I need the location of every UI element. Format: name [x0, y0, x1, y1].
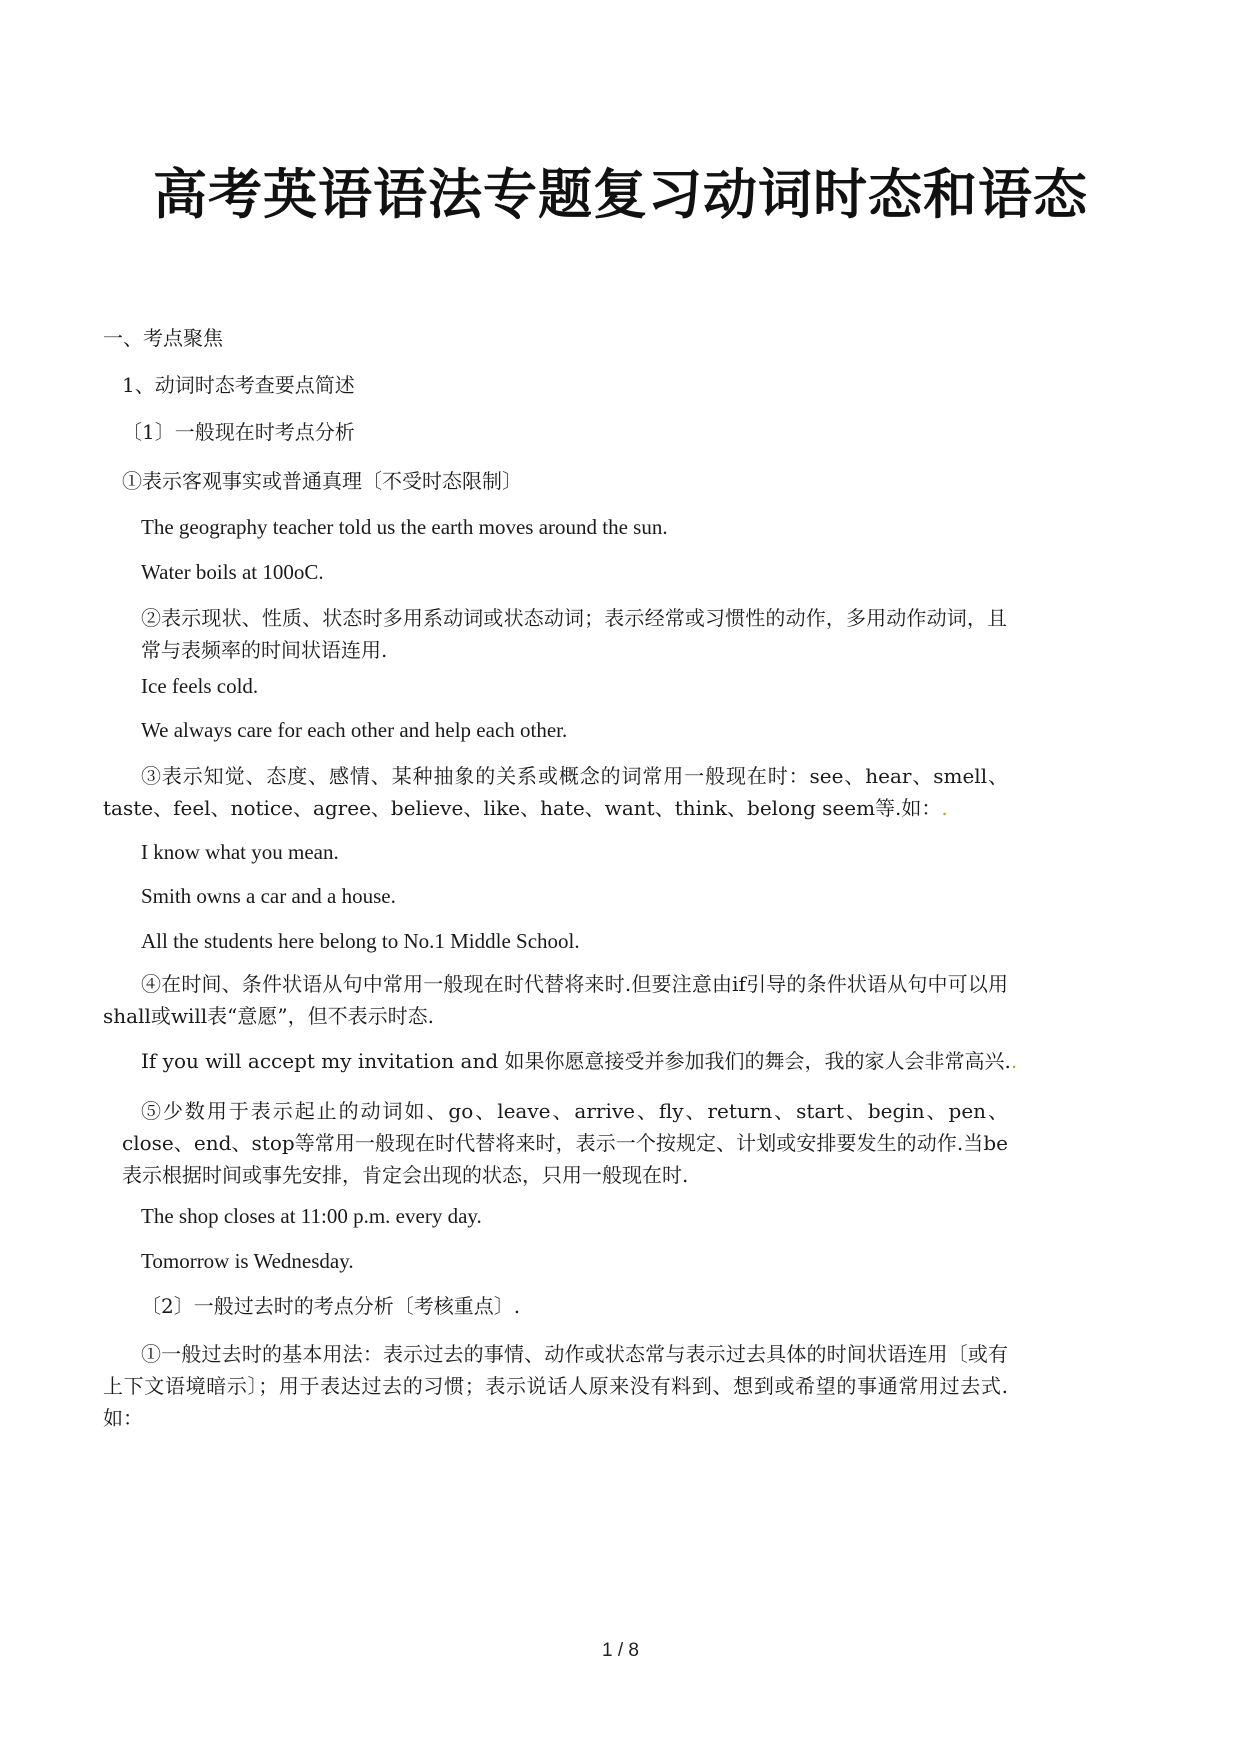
point-3-text: ③表示知觉、态度、感情、某种抽象的关系或概念的词常用一般现在时：see、hear、smell、taste、feel、notice、agree、believe、like、hate、want、think、belong seem等.如：	[103, 764, 1008, 820]
section-heading: 一、考点聚焦	[103, 326, 223, 350]
example-sentence: The geography teacher told us the earth moves around the sun.	[141, 515, 668, 539]
subheading-simple-past: 〔2〕一般过去时的考点分析〔考核重点〕.	[141, 1294, 521, 1318]
point-3-mark: .	[941, 796, 948, 820]
example-sentence: All the students here belong to No.1 Middle School.	[141, 929, 580, 953]
point-1: ①表示客观事实或普通真理〔不受时态限制〕	[122, 469, 522, 493]
example-sentence: The shop closes at 11:00 p.m. every day.	[141, 1204, 482, 1228]
example-4a-text: If you will accept my invitation and 如果你愿意接受并参加我们的舞会，我的家人会非常高兴.	[141, 1049, 1011, 1073]
subheading-verb-tense: 1、动词时态考查要点简述	[122, 373, 355, 397]
example-sentence: Water boils at 100oC.	[141, 560, 324, 584]
example-sentence: Tomorrow is Wednesday.	[141, 1249, 354, 1273]
point-2: ②表示现状、性质、状态时多用系动词或状态动词；表示经常或习惯性的动作，多用动作动词，且常与表频率的时间状语连用.	[141, 606, 1007, 662]
page-indicator: 1 / 8	[602, 1640, 639, 1661]
point-4: ④在时间、条件状语从句中常用一般现在时代替将来时.但要注意由if引导的条件状语从句中可以用shall或will表“意愿”，但不表示时态.	[103, 972, 1008, 1028]
example-sentence: Smith owns a car and a house.	[141, 884, 396, 908]
example-sentence: I know what you mean.	[141, 840, 339, 864]
subheading-simple-present: 〔1〕一般现在时考点分析	[122, 420, 355, 444]
document-title: 高考英语语法专题复习动词时态和语态	[153, 163, 1088, 226]
point-6: ①一般过去时的基本用法：表示过去的事情、动作或状态常与表示过去具体的时间状语连用〔或有上下文语境暗示〕；用于表达过去的习惯；表示说话人原来没有料到、想到或希望的事通常用过去式.如：	[103, 1342, 1008, 1430]
example-4a-mark: .	[1010, 1049, 1018, 1073]
point-3	[103, 760, 1008, 824]
point-5: ⑤少数用于表示起止的动词如、go、leave、arrive、fly、return、start、begin、pen、close、end、stop等常用一般现在时代替将来时，表示一个按规定、计划或安排要发生的动作.当be表示根据时间或事先安排，肯定会出现的状态，只用一般现在时.	[122, 1099, 1008, 1187]
example-sentence: We always care for each other and help each other.	[141, 718, 568, 742]
example-sentence-mixed	[141, 1045, 1017, 1077]
example-sentence: Ice feels cold.	[141, 674, 259, 698]
